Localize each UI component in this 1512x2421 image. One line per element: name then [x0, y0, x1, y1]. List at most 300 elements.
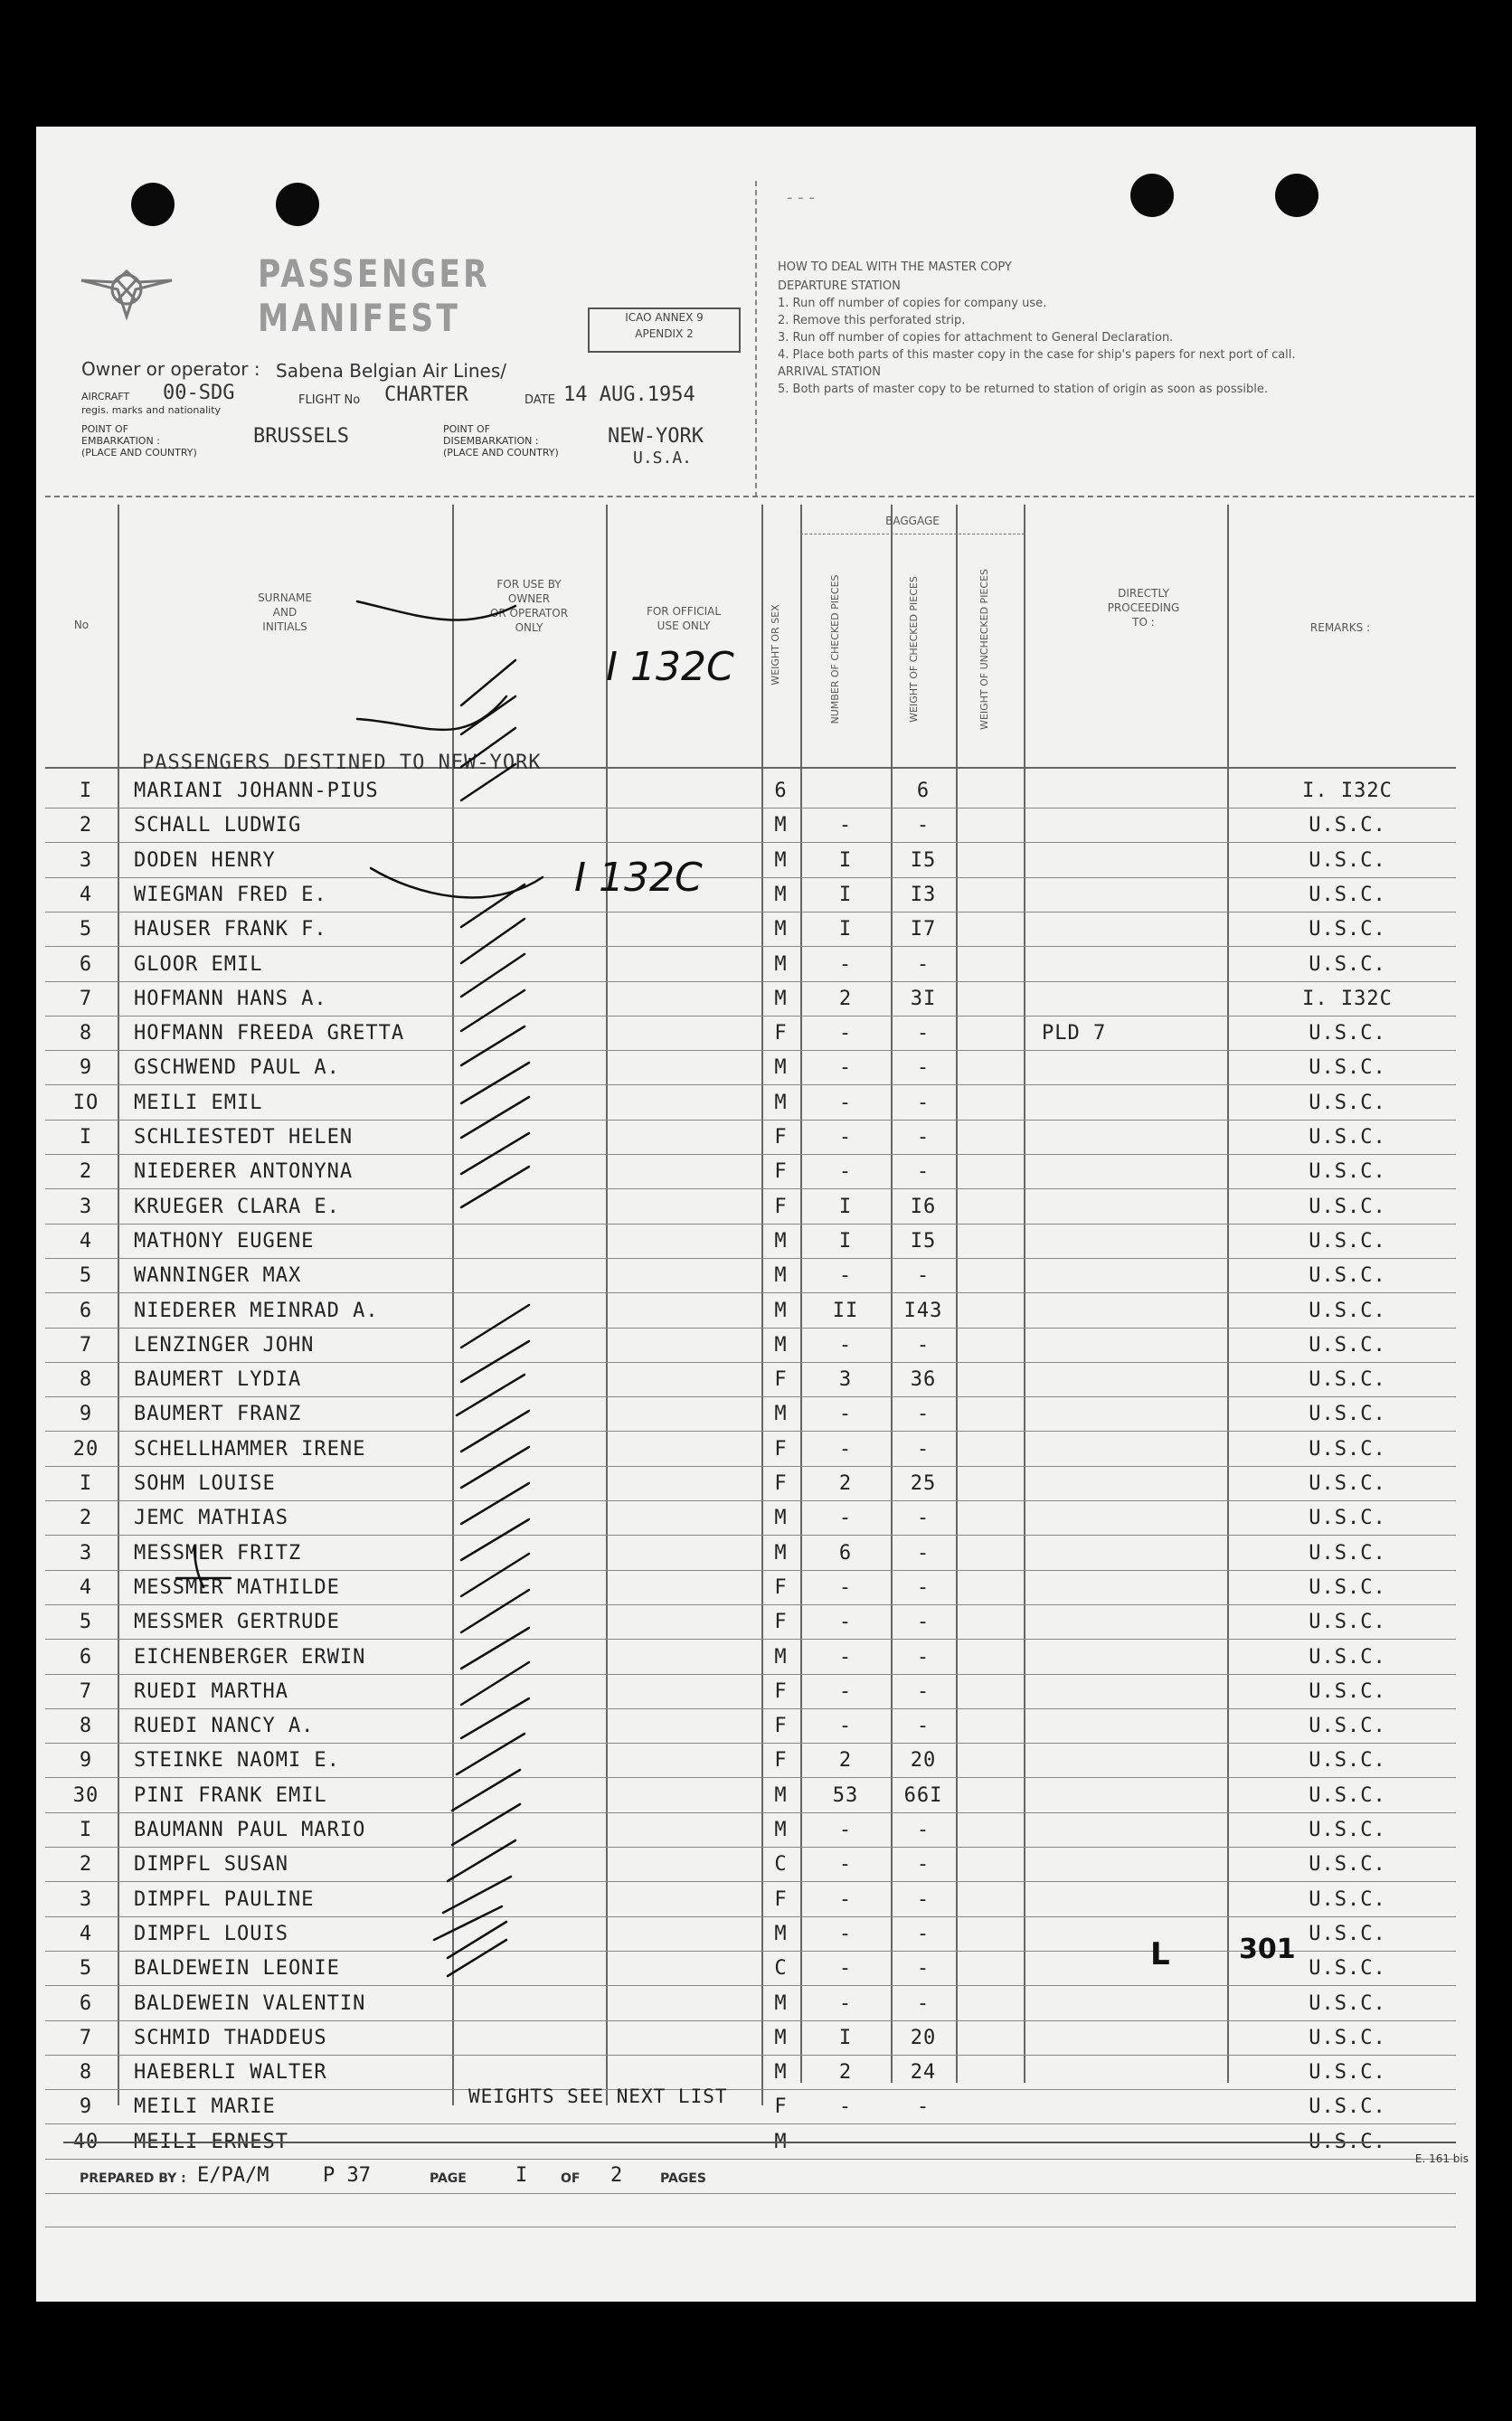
col-remarks: REMARKS : [1309, 621, 1371, 634]
row-num: - [838, 814, 853, 837]
row-rule [45, 842, 1456, 843]
row-no: 5 [79, 1611, 93, 1634]
row-name: MEILI MARIE [134, 2095, 276, 2119]
row-rem: U.S.C. [1309, 1472, 1386, 1495]
row-rem: U.S.C. [1309, 1403, 1386, 1426]
row-no: I [79, 1126, 93, 1149]
row-num: - [838, 1715, 853, 1738]
pages-label: PAGES [660, 2171, 706, 2186]
row-num: - [838, 1887, 853, 1911]
disembark-value: NEW-YORK [608, 425, 704, 448]
instructions-heading: HOW TO DEAL WITH THE MASTER COPY [778, 260, 1012, 274]
instruction-item: 3. Run off number of copies for attachment to General Declaration. [778, 331, 1174, 345]
row-sex: M [774, 1507, 788, 1530]
row-rule [45, 808, 1456, 809]
row-wt: - [916, 1991, 931, 2015]
row-rule [45, 1708, 1456, 1709]
row-name: SCHLIESTEDT HELEN [134, 1126, 354, 1149]
col-surname-line: AND [272, 606, 298, 619]
row-rem: U.S.C. [1309, 1991, 1386, 2015]
row-num: 6 [838, 1541, 853, 1565]
annex-box [588, 307, 741, 353]
row-num: II [832, 1299, 859, 1322]
row-wt: 25 [910, 1472, 937, 1495]
page-title: PASSENGER MANIFEST [258, 251, 490, 340]
row-num: - [838, 1957, 853, 1981]
row-name: BAUMERT FRANZ [134, 1403, 302, 1426]
row-wt: - [916, 1887, 931, 1911]
row-no: I [79, 780, 93, 802]
row-name: MESSMER MATHILDE [134, 1575, 340, 1599]
row-wt: - [916, 1091, 931, 1114]
row-rule [45, 1362, 1456, 1363]
row-num: - [838, 1507, 853, 1530]
row-wt: - [916, 1056, 931, 1080]
row-sex: M [774, 1922, 788, 1945]
sabena-logo [77, 253, 176, 326]
col-proceeding-line: DIRECTLY [1118, 587, 1169, 600]
row-rule [45, 1328, 1456, 1329]
row-sex: F [774, 1022, 788, 1045]
row-num: 2 [838, 987, 853, 1010]
col-owner-line: FOR USE BY [496, 578, 562, 591]
row-rem: I. I32C [1302, 780, 1393, 802]
embark-label: EMBARKATION : [81, 435, 160, 447]
handwritten-mark: 301 [1239, 1934, 1296, 1965]
row-sex: F [774, 1679, 788, 1703]
aircraft-sub-label: regis. marks and nationality [81, 404, 222, 416]
row-rule [45, 1951, 1456, 1952]
row-sex: F [774, 1749, 788, 1773]
p-value: P 37 [323, 2164, 371, 2187]
page-label: PAGE [430, 2171, 467, 2186]
row-rule [45, 2123, 1456, 2124]
row-rule [45, 2193, 1456, 2194]
row-num: - [838, 1922, 853, 1945]
row-sex: M [774, 918, 788, 941]
row-name: DIMPFL LOUIS [134, 1922, 288, 1945]
row-rem: U.S.C. [1309, 952, 1386, 976]
row-sex: M [774, 1333, 788, 1357]
row-rem: U.S.C. [1309, 918, 1386, 941]
owner-label: Owner or operator : [81, 358, 260, 380]
row-no: 30 [72, 1783, 99, 1807]
row-num: - [838, 1853, 853, 1877]
row-name: STEINKE NAOMI E. [134, 1749, 340, 1773]
row-rule [45, 1881, 1456, 1882]
row-rem: U.S.C. [1309, 1229, 1386, 1253]
row-no: 3 [79, 1541, 93, 1565]
row-num: - [838, 1022, 853, 1045]
row-rule [45, 2089, 1456, 2090]
row-rule [45, 1396, 1456, 1397]
row-sex: M [774, 1229, 788, 1253]
row-no: 4 [79, 883, 93, 906]
row-wt: - [916, 2130, 931, 2153]
row-no: 3 [79, 1195, 93, 1218]
row-rem: U.S.C. [1309, 1091, 1386, 1114]
row-name: MATHONY EUGENE [134, 1229, 315, 1253]
row-wt: - [916, 1645, 931, 1669]
row-rem: U.S.C. [1309, 2026, 1386, 2049]
row-no: 9 [79, 1403, 93, 1426]
row-name: RUEDI MARTHA [134, 1679, 288, 1703]
col-bag-wt: WEIGHT OF CHECKED PIECES [908, 576, 920, 723]
row-no: I [79, 1819, 93, 1841]
row-wt: - [916, 1333, 931, 1357]
col-surname-line: INITIALS [262, 620, 307, 633]
row-sex: F [774, 1715, 788, 1738]
row-num: - [838, 1126, 853, 1149]
of-value: 2 [610, 2164, 623, 2187]
row-sex: M [774, 1541, 788, 1565]
row-rule [45, 1050, 1456, 1051]
row-no: 4 [79, 1922, 93, 1945]
row-name: MESSMER FRITZ [134, 1541, 302, 1565]
row-rem: U.S.C. [1309, 1957, 1386, 1981]
row-sex: F [774, 1887, 788, 1911]
row-sex: F [774, 1126, 788, 1149]
prepared-label: PREPARED BY : [80, 2171, 186, 2186]
row-sex: F [774, 1160, 788, 1184]
row-rem: U.S.C. [1309, 1368, 1386, 1392]
row-sex: M [774, 1819, 788, 1841]
col-surname-line: SURNAME [258, 591, 312, 604]
disembark-label: POINT OF [443, 423, 490, 435]
row-sex: F [774, 2095, 788, 2119]
row-rem: I. I32C [1302, 987, 1393, 1010]
row-no: 5 [79, 1264, 93, 1288]
row-sex: M [774, 1299, 788, 1322]
row-rule [45, 1743, 1456, 1744]
row-rule [45, 1188, 1456, 1189]
col-bag-unchecked: WEIGHT OF UNCHECKED PIECES [978, 569, 990, 730]
row-rule [45, 1570, 1456, 1571]
top-mark: - - - [787, 188, 815, 207]
row-no: 6 [79, 1645, 93, 1669]
row-rem: U.S.C. [1309, 1507, 1386, 1530]
row-name: DIMPFL PAULINE [134, 1887, 315, 1911]
col-no: No [73, 619, 90, 631]
instruction-item: 1. Run off number of copies for company use. [778, 297, 1047, 310]
row-num: - [838, 952, 853, 976]
row-name: NIEDERER MEINRAD A. [134, 1299, 379, 1322]
row-name: HAUSER FRANK F. [134, 918, 327, 941]
row-sex: F [774, 1195, 788, 1218]
disembark-label: DISEMBARKATION : [443, 435, 539, 447]
row-sex: M [774, 2026, 788, 2049]
row-name: SCHELLHAMMER IRENE [134, 1437, 366, 1461]
row-rule [45, 1120, 1456, 1121]
row-no: 9 [79, 1749, 93, 1773]
row-rem: U.S.C. [1309, 1715, 1386, 1738]
row-no: 8 [79, 2061, 93, 2085]
row-wt: 20 [910, 2026, 937, 2049]
row-wt: 6 [916, 780, 931, 802]
row-rem: U.S.C. [1309, 2095, 1386, 2119]
row-no: I [79, 1472, 93, 1495]
row-num: - [838, 1056, 853, 1080]
embark-label: (PLACE AND COUNTRY) [81, 447, 197, 459]
row-wt: 3I [910, 987, 937, 1010]
handwritten-mark: I 132C [606, 644, 734, 690]
row-no: 4 [79, 1575, 93, 1599]
row-no: 5 [79, 918, 93, 941]
row-rule [45, 946, 1456, 947]
manifest-header [36, 127, 760, 497]
row-sex: M [774, 1056, 788, 1080]
row-name: RUEDI NANCY A. [134, 1715, 315, 1738]
row-sex: 6 [774, 780, 788, 802]
row-rem: U.S.C. [1309, 1819, 1386, 1841]
row-num: 2 [838, 2061, 853, 2085]
row-rem: U.S.C. [1309, 1195, 1386, 1218]
row-no: 8 [79, 1022, 93, 1045]
row-no: 20 [72, 1437, 99, 1461]
row-name: GLOOR EMIL [134, 952, 263, 976]
column-divider [606, 505, 608, 2105]
row-wt: - [916, 1611, 931, 1634]
row-rem: U.S.C. [1309, 1922, 1386, 1945]
row-wt: I5 [910, 1229, 937, 1253]
destination-subheader: PASSENGERS DESTINED TO NEW-YORK [142, 752, 542, 774]
perforation-horizontal [45, 496, 1474, 497]
row-num: I [838, 848, 853, 872]
row-no: 6 [79, 1991, 93, 2015]
row-wt: - [916, 1507, 931, 1530]
row-name: MEILI EMIL [134, 1091, 263, 1114]
row-rule [45, 1500, 1456, 1501]
row-name: EICHENBERGER ERWIN [134, 1645, 366, 1669]
row-wt: - [916, 814, 931, 837]
handwritten-mark: I 132C [574, 855, 703, 901]
row-name: SOHM LOUISE [134, 1472, 276, 1495]
row-rem: U.S.C. [1309, 1749, 1386, 1773]
row-rem: U.S.C. [1309, 1783, 1386, 1807]
row-rem: U.S.C. [1309, 1575, 1386, 1599]
row-rem: U.S.C. [1309, 1264, 1386, 1288]
aircraft-value: 00-SDG [163, 382, 235, 404]
row-name: LENZINGER JOHN [134, 1333, 315, 1357]
punch-hole [1275, 174, 1318, 217]
row-wt: - [916, 1715, 931, 1738]
col-weight-sex: WEIGHT OR SEX [770, 604, 781, 686]
row-sex: M [774, 848, 788, 872]
date-value: 14 AUG.1954 [563, 383, 695, 406]
col-owner-line: OR OPERATOR [489, 607, 569, 619]
row-no: 2 [79, 1853, 93, 1877]
row-wt: - [916, 1853, 931, 1877]
row-rem: U.S.C. [1309, 1056, 1386, 1080]
date-label: DATE [524, 393, 555, 407]
row-wt: I3 [910, 883, 937, 906]
row-sex: F [774, 1437, 788, 1461]
instruction-item: 4. Place both parts of this master copy in the case for ship's papers for next port of call. [778, 348, 1296, 362]
instructions-block [778, 260, 1411, 400]
row-rem: U.S.C. [1309, 2061, 1386, 2085]
row-no: 9 [79, 2095, 93, 2119]
row-rem: U.S.C. [1309, 1853, 1386, 1877]
row-name: BAUMERT LYDIA [134, 1368, 302, 1392]
row-rule [45, 1916, 1456, 1917]
row-name: HAEBERLI WALTER [134, 2061, 327, 2085]
row-num: - [838, 2130, 853, 2153]
col-proceeding [1060, 586, 1227, 629]
row-no: 9 [79, 1056, 93, 1080]
row-num: - [838, 1160, 853, 1184]
row-num: 53 [832, 1783, 859, 1807]
instruction-item: 2. Remove this perforated strip. [778, 314, 966, 327]
row-rule [45, 1604, 1456, 1605]
col-proceeding-line: TO : [1132, 616, 1155, 629]
row-wt: 66I [903, 1783, 943, 1807]
row-rule [45, 981, 1456, 982]
page-value: I [515, 2164, 528, 2187]
row-num: - [838, 1403, 853, 1426]
row-rule [45, 877, 1456, 878]
row-wt: I6 [910, 1195, 937, 1218]
row-rem: U.S.C. [1309, 1299, 1386, 1322]
row-rule [45, 2020, 1456, 2021]
row-name: BALDEWEIN LEONIE [134, 1957, 340, 1981]
col-official [606, 604, 761, 633]
row-wt: - [916, 1126, 931, 1149]
row-num: - [838, 2095, 853, 2119]
row-name: HOFMANN FREEDA GRETTA [134, 1022, 405, 1045]
row-name: GSCHWEND PAUL A. [134, 1056, 340, 1080]
row-rem: U.S.C. [1309, 1022, 1386, 1045]
flight-value: CHARTER [384, 383, 468, 406]
row-wt: - [916, 1403, 931, 1426]
row-rem: U.S.C. [1309, 2130, 1386, 2153]
row-rule [45, 2055, 1456, 2056]
row-sex: M [774, 1403, 788, 1426]
row-sex: F [774, 1575, 788, 1599]
instruction-item: 5. Both parts of master copy to be returned to station of origin as soon as possible. [778, 383, 1268, 396]
row-no: 5 [79, 1957, 93, 1981]
row-rule [45, 1084, 1456, 1085]
row-sex: C [774, 1957, 788, 1981]
row-wt: - [916, 952, 931, 976]
row-name: WIEGMAN FRED E. [134, 883, 327, 906]
row-num: - [838, 1679, 853, 1703]
row-to: PLD 7 [1042, 1022, 1107, 1045]
handwritten-glyph: L [1150, 1936, 1170, 1972]
row-name: DIMPFL SUSAN [134, 1853, 288, 1877]
row-num: - [838, 1333, 853, 1357]
col-owner [452, 577, 606, 635]
col-owner-line: ONLY [515, 621, 543, 634]
row-sex: M [774, 2130, 788, 2153]
row-no: 8 [79, 1368, 93, 1392]
row-num: - [838, 1575, 853, 1599]
flight-label: FLIGHT No [298, 393, 361, 407]
disembark-label: (PLACE AND COUNTRY) [443, 447, 559, 459]
row-num: 2 [838, 1749, 853, 1773]
row-wt: 24 [910, 2061, 937, 2085]
row-rem: U.S.C. [1309, 1611, 1386, 1634]
row-name: MARIANI JOHANN-PIUS [134, 780, 379, 802]
row-rem: U.S.C. [1309, 1333, 1386, 1357]
row-sex: M [774, 1783, 788, 1807]
arrival-heading: ARRIVAL STATION [778, 365, 881, 379]
col-surname [118, 591, 452, 634]
row-sex: M [774, 2061, 788, 2085]
row-name: NIEDERER ANTONYNA [134, 1160, 354, 1184]
row-num: I [838, 1195, 853, 1218]
row-sex: M [774, 883, 788, 906]
row-rem: U.S.C. [1309, 1645, 1386, 1669]
disembark-country: U.S.A. [633, 449, 693, 468]
row-rule [45, 2159, 1456, 2160]
col-official-line: USE ONLY [657, 619, 711, 632]
row-rem: U.S.C. [1309, 1437, 1386, 1461]
row-rule [45, 1985, 1456, 1986]
row-name: MESSMER GERTRUDE [134, 1611, 340, 1634]
row-sex: M [774, 1091, 788, 1114]
perforation-vertical [755, 181, 757, 497]
row-name: BAUMANN PAUL MARIO [134, 1819, 366, 1841]
departure-heading: DEPARTURE STATION [778, 279, 901, 293]
row-sex: M [774, 814, 788, 837]
punch-hole [1130, 174, 1174, 217]
row-no: 7 [79, 1679, 93, 1703]
prepared-value: E/PA/M [197, 2164, 269, 2187]
col-bag-num: NUMBER OF CHECKED PIECES [829, 574, 841, 724]
row-wt: - [916, 1957, 931, 1981]
row-name: SCHALL LUDWIG [134, 814, 302, 837]
row-rule [45, 1674, 1456, 1675]
row-sex: F [774, 1368, 788, 1392]
row-wt: 36 [910, 1368, 937, 1392]
row-name: MEILI ERNEST [134, 2130, 288, 2153]
row-wt: - [916, 1819, 931, 1841]
row-rule [45, 1777, 1456, 1778]
row-no: IO [72, 1091, 99, 1114]
row-sex: F [774, 1611, 788, 1634]
footer-rule [63, 2142, 1456, 2143]
manifest-sheet [36, 127, 1476, 2302]
row-no: 8 [79, 1715, 93, 1738]
row-sex: M [774, 952, 788, 976]
row-rem: U.S.C. [1309, 883, 1386, 906]
row-name: BALDEWEIN VALENTIN [134, 1991, 366, 2015]
annex-line: ICAO ANNEX 9 [625, 311, 704, 324]
row-num: - [838, 1091, 853, 1114]
row-rule [45, 1431, 1456, 1432]
row-wt: - [916, 1437, 931, 1461]
row-sex: M [774, 1264, 788, 1288]
weights-note: WEIGHTS SEE NEXT LIST [468, 2085, 728, 2107]
row-rem: U.S.C. [1309, 848, 1386, 872]
row-rule [45, 1466, 1456, 1467]
row-rem: U.S.C. [1309, 1160, 1386, 1184]
row-rule [45, 1258, 1456, 1259]
row-wt: 20 [910, 1749, 937, 1773]
row-name: PINI FRANK EMIL [134, 1783, 327, 1807]
row-rem: U.S.C. [1309, 1887, 1386, 1911]
col-baggage: BAGGAGE [885, 515, 940, 527]
row-wt: - [916, 1575, 931, 1599]
row-no: 2 [79, 814, 93, 837]
embark-value: BRUSSELS [253, 425, 349, 448]
form-number: E. 161 bis [1414, 2152, 1469, 2165]
row-name: JEMC MATHIAS [134, 1507, 288, 1530]
row-rule [45, 1292, 1456, 1293]
row-name: WANNINGER MAX [134, 1264, 302, 1288]
row-name: HOFMANN HANS A. [134, 987, 327, 1010]
row-rem: U.S.C. [1309, 1541, 1386, 1565]
